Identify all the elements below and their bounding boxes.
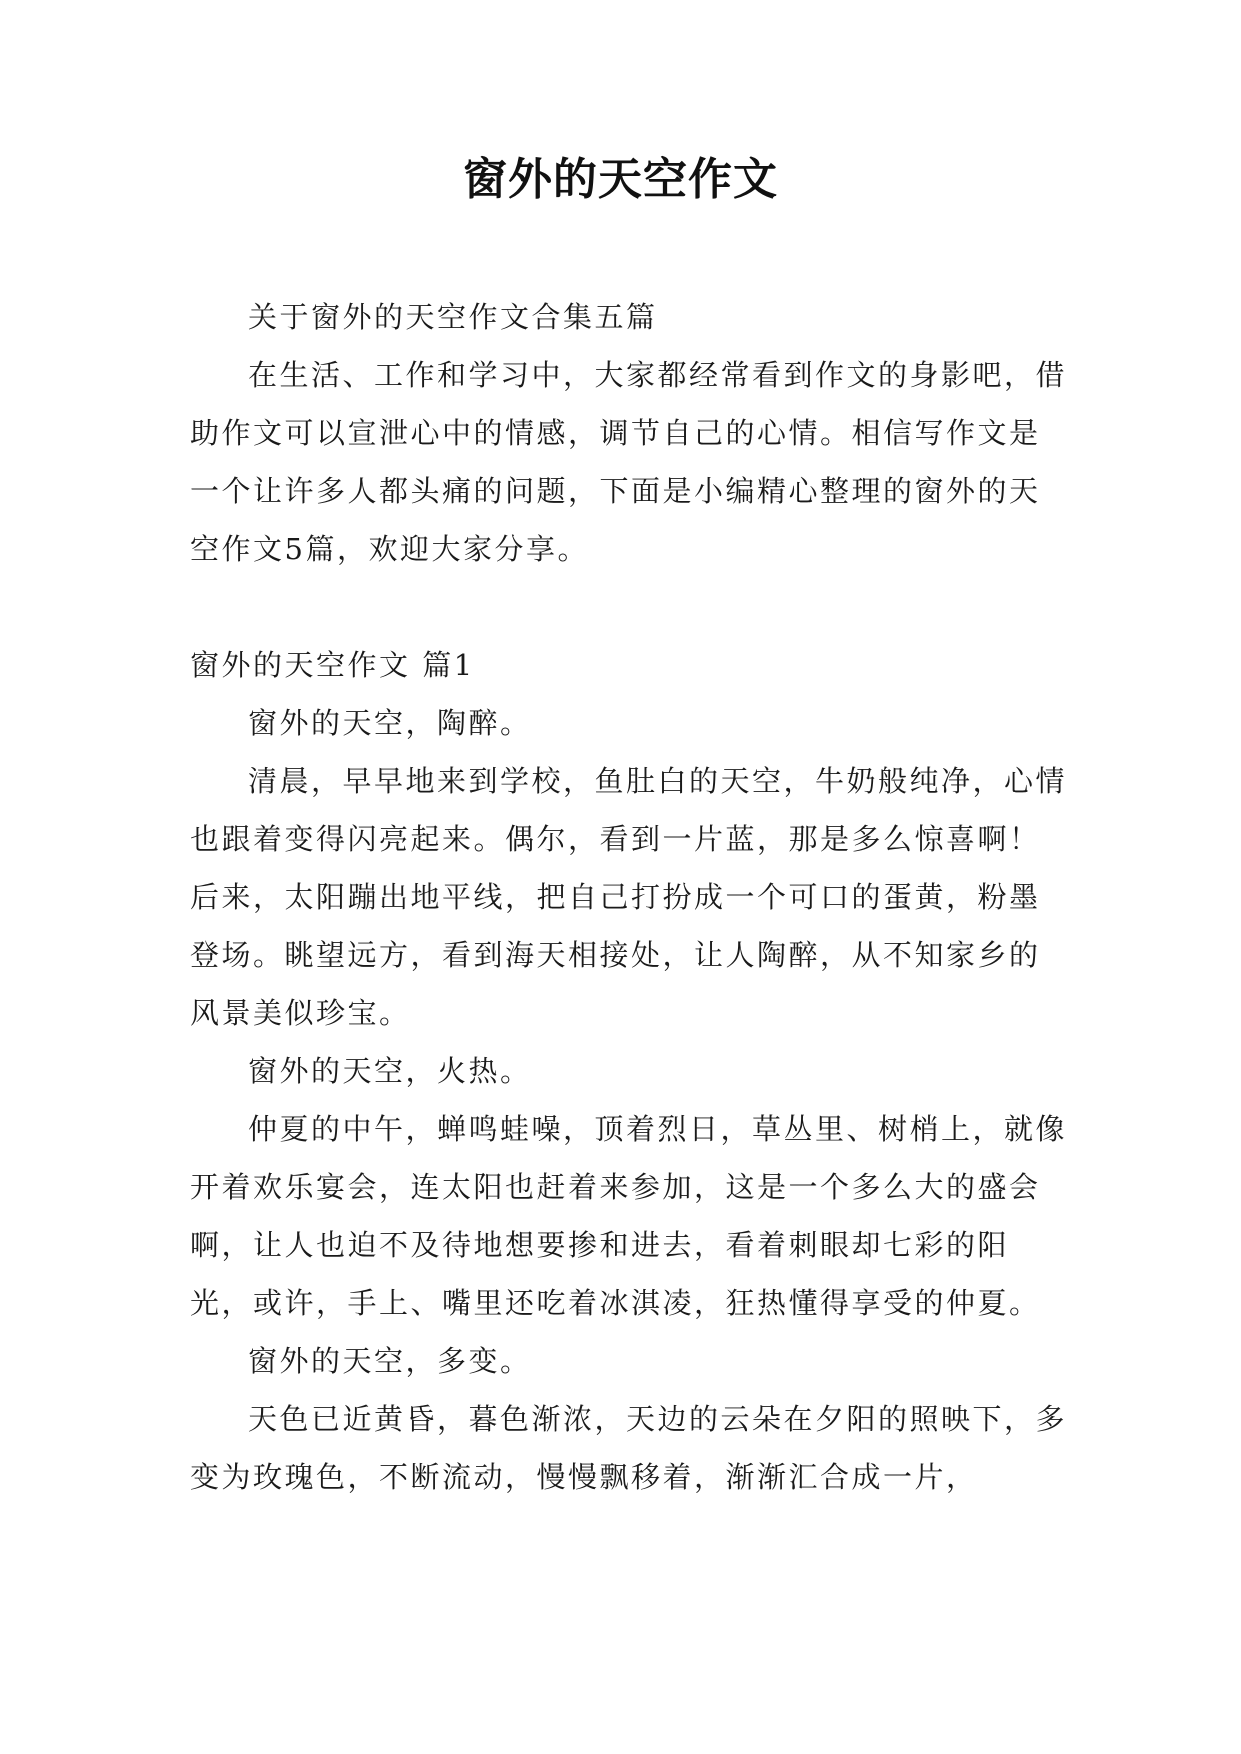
paragraph: 天色已近黄昏，暮色渐浓，天边的云朵在夕阳的照映下，多变为玫瑰色，不断流动，慢慢飘移着，渐渐汇合成一片， [190,1402,1068,1494]
paragraph: 窗外的天空，多变。 [248,1344,532,1378]
document-body [190,288,1070,1506]
paragraph: 清晨，早早地来到学校，鱼肚白的天空，牛奶般纯净，心情也跟着变得闪亮起来。偶尔，看到一片蓝，那是多么惊喜啊！后来，太阳蹦出地平线，把自己打扮成一个可口的蛋黄，粉墨登场。眺望远方，看到海天相接处，让人陶醉，从不知家乡的风景美似珍宝。 [190,764,1068,1030]
document-title: 窗外的天空作文 [463,154,778,205]
section-heading: 窗外的天空作文 篇1 [190,648,475,682]
intro-subtitle: 关于窗外的天空作文合集五篇 [248,300,658,334]
paragraph: 窗外的天空，陶醉。 [248,706,532,740]
paragraph: 窗外的天空，火热。 [248,1054,532,1088]
section-spacer [190,578,1070,636]
intro-paragraph: 在生活、工作和学习中，大家都经常看到作文的身影吧，借助作文可以宣泄心中的情感，调节自己的心情。相信写作文是一个让许多人都头痛的问题，下面是小编精心整理的窗外的天空作文5篇，欢迎大家分享。 [190,358,1068,566]
paragraph: 仲夏的中午，蝉鸣蛙噪，顶着烈日，草丛里、树梢上，就像开着欢乐宴会，连太阳也赶着来参加，这是一个多么大的盛会啊，让人也迫不及待地想要掺和进去，看着刺眼却七彩的阳光，或许，手上、嘴里还吃着冰淇凌，狂热懂得享受的仲夏。 [190,1112,1068,1320]
